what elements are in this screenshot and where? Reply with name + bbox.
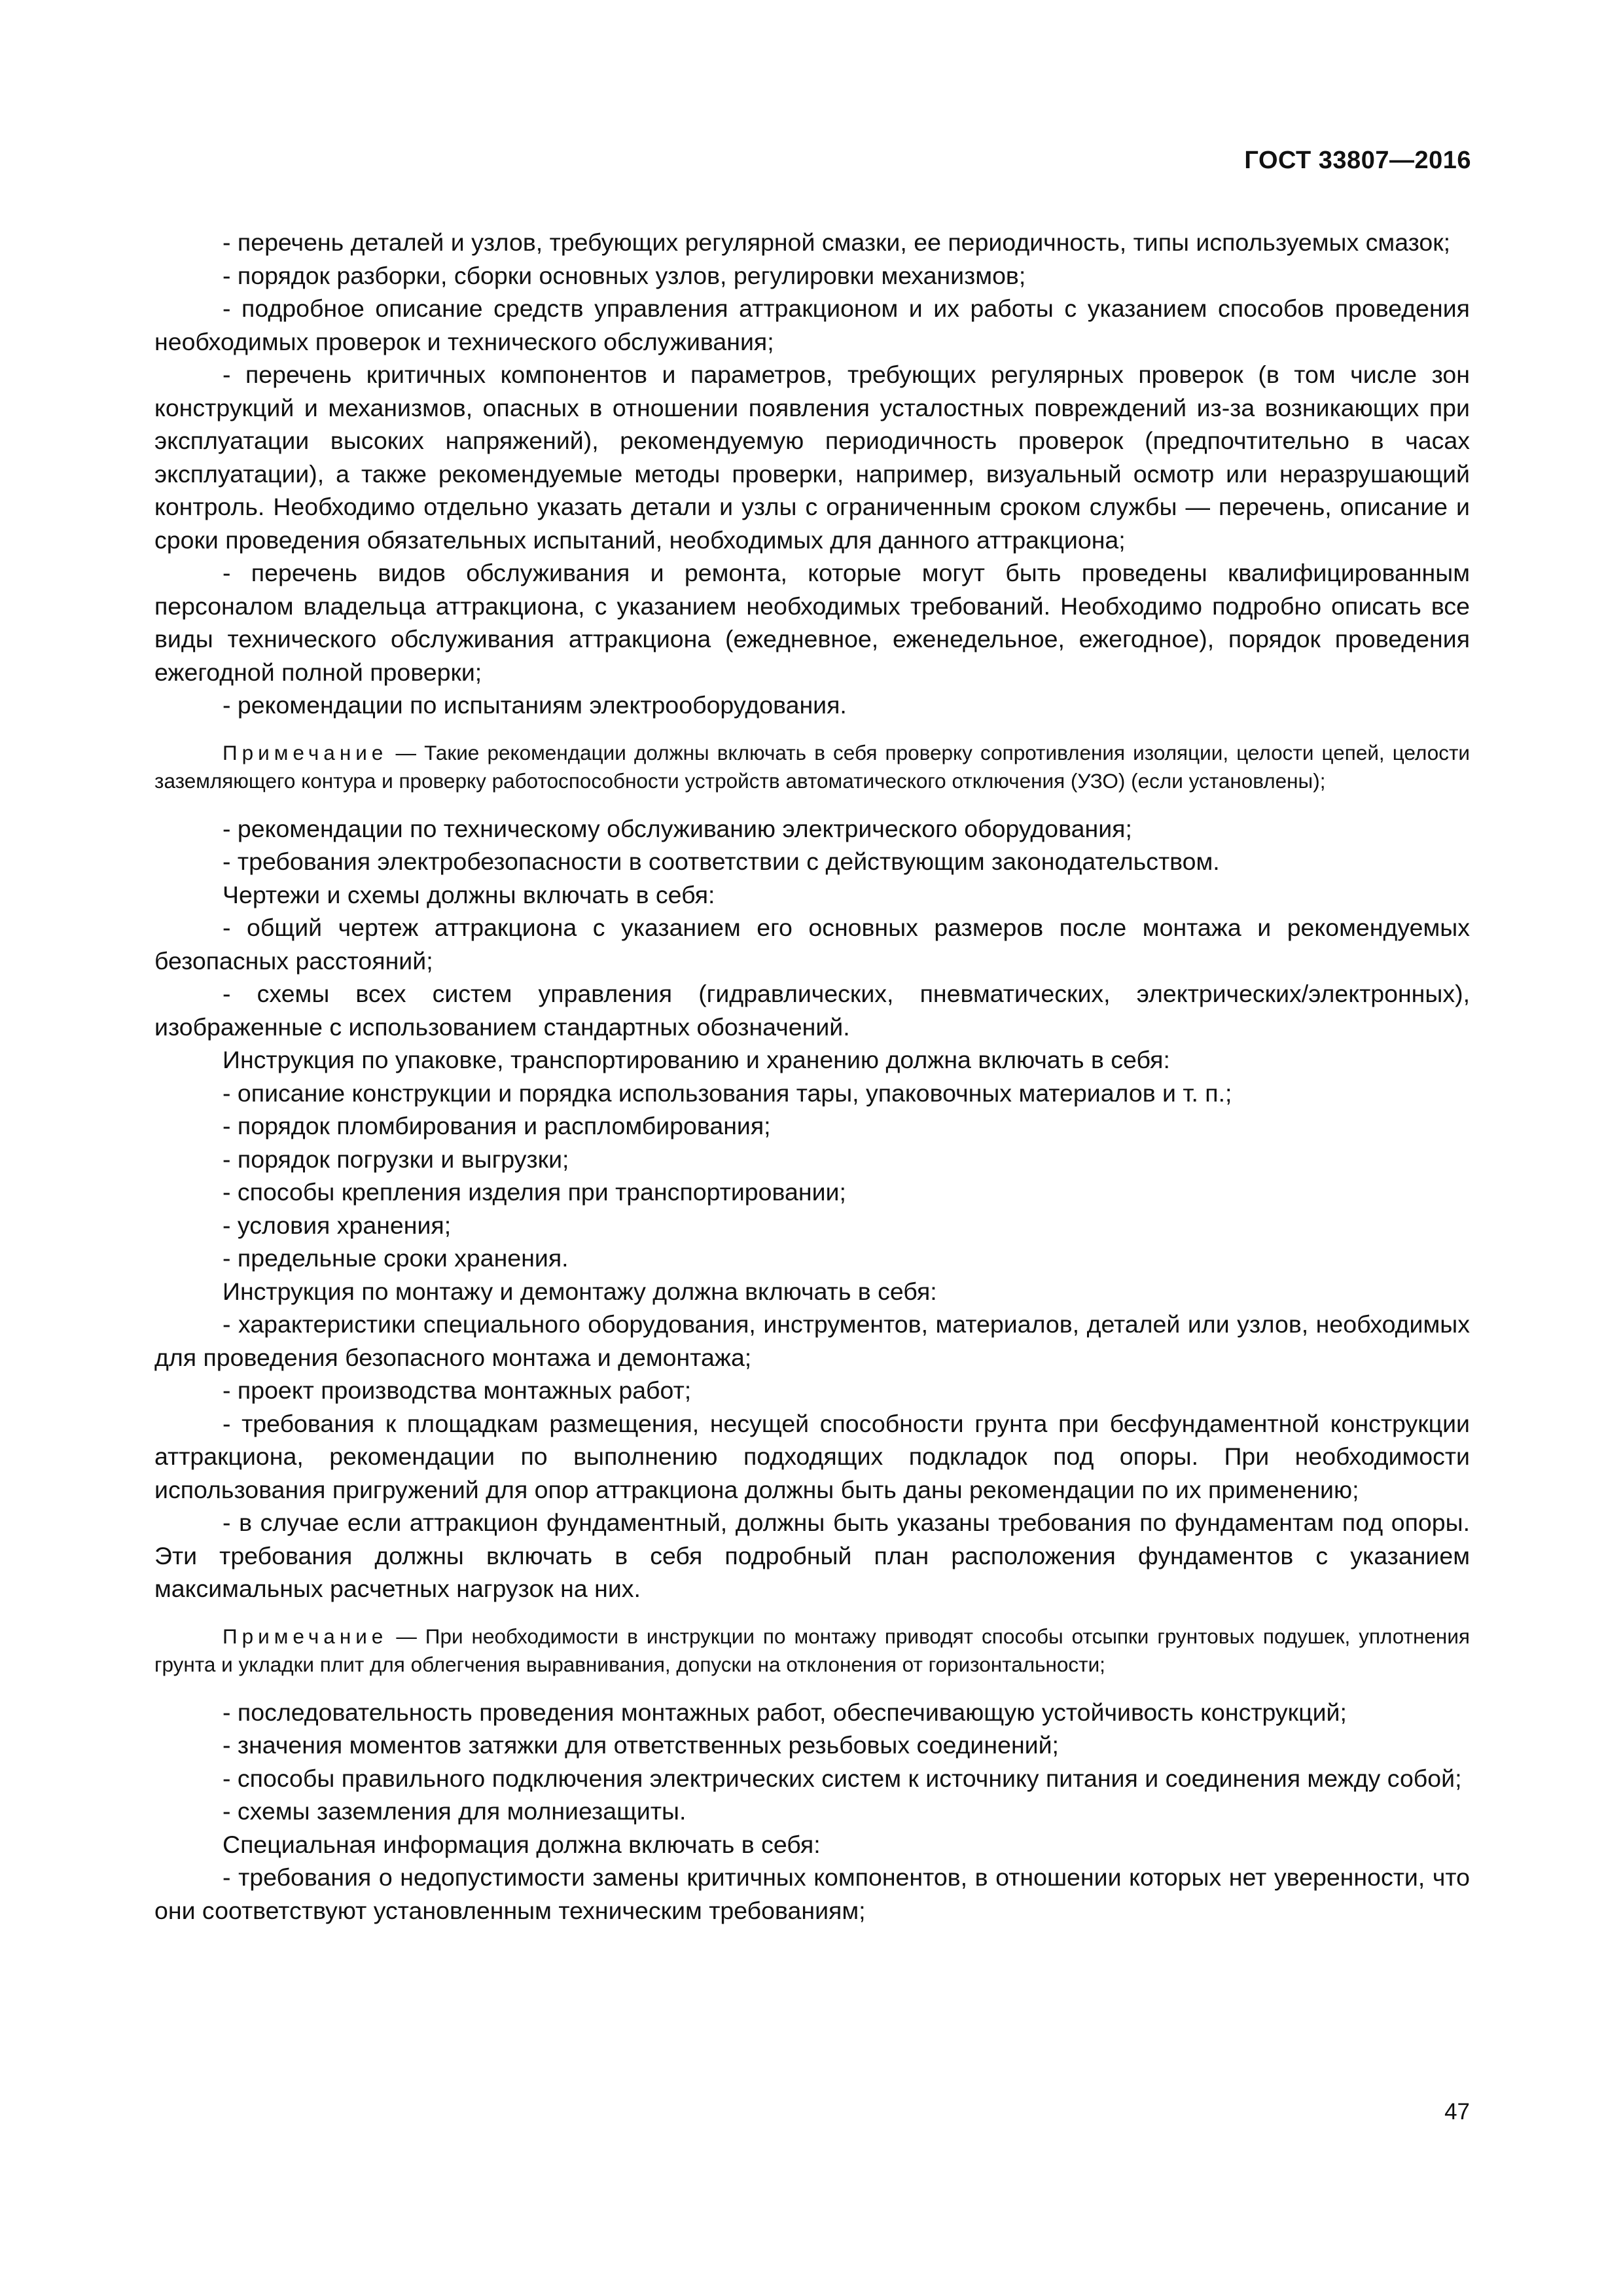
paragraph: - порядок пломбирования и распломбирования; [223,1112,771,1139]
document-body [154,226,1470,1927]
paragraph: - перечень видов обслуживания и ремонта, которые могут быть проведены квалифицированным персоналом владельца аттракциона, с указанием необходимых требований. Необходимо подробно описать все виды технического обслуживания аттракциона (ежедневное, еженедельное, ежегодное), порядок проведения ежегодной полной проверки; [154,559,1470,686]
paragraph: - способы крепления изделия при транспортировании; [223,1178,846,1206]
note-2 [154,1623,1470,1679]
paragraph: - предельные сроки хранения. [223,1244,569,1272]
paragraph: - требования электробезопасности в соответствии с действующим законодательством. [223,848,1220,875]
paragraph: - подробное описание средств управления аттракционом и их работы с указанием способов проведения необходимых проверок и технического обслуживания; [154,295,1470,355]
paragraph: - характеристики специального оборудования, инструментов, материалов, деталей или узлов, необходимых для проведения безопасного монтажа и демонтажа; [154,1310,1470,1371]
paragraph: - рекомендации по испытаниям электрооборудования. [223,691,847,719]
note-1 [154,739,1470,795]
paragraph: - требования к площадкам размещения, несущей способности грунта при бесфундаментной конструкции аттракциона, рекомендации по выполнению подходящих подкладок под опоры. При необходимости использования пригружений для опор аттракциона должны быть даны рекомендации по их применению; [154,1409,1470,1503]
paragraph: Чертежи и схемы должны включать в себя: [223,880,715,908]
paragraph: - в случае если аттракцион фундаментный, должны быть указаны требования по фундаментам под опоры. Эти требования должны включать в себя подробный план расположения фундаментов с указанием максимальных расчетных нагрузок на них. [154,1509,1470,1602]
paragraph: - значения моментов затяжки для ответственных резьбовых соединений; [223,1731,1059,1759]
note-label: Примечание [223,740,388,764]
paragraph: - порядок разборки, сборки основных узлов, регулировки механизмов; [223,261,1026,289]
paragraph: - порядок погрузки и выгрузки; [223,1145,569,1173]
note-text: — Такие рекомендации должны включать в себя проверку сопротивления изоляции, целости цепей, целости заземляющего контура и проверку работоспособности устройств автоматического отключения (УЗО) (если установлены); [154,740,1470,793]
paragraph: - последовательность проведения монтажных работ, обеспечивающую устойчивость конструкций; [223,1698,1347,1726]
paragraph: - перечень критичных компонентов и параметров, требующих регулярных проверок (в том числе зон конструкций и механизмов, опасных в отношении появления усталостных повреждений из-за возникающих при эксплуатации высоких напряжений), рекомендуемую периодичность проверок (предпочтительно в часах эксплуатации), а также рекомендуемые методы проверки, например, визуальный осмотр или неразрушающий контроль. Необходимо отдельно указать детали и узлы с ограниченным сроком службы — перечень, описание и сроки проведения обязательных испытаний, необходимых для данного аттракциона; [154,361,1470,554]
paragraph: - требования о недопустимости замены критичных компонентов, в отношении которых нет уверенности, что они соответствуют установленным техническим требованиям; [154,1863,1470,1924]
paragraph: Инструкция по упаковке, транспортированию и хранению должна включать в себя: [223,1046,1170,1073]
document-header: ГОСТ 33807—2016 [1244,147,1471,174]
paragraph: Инструкция по монтажу и демонтажу должна включать в себя: [223,1277,937,1305]
paragraph: - условия хранения; [223,1211,452,1239]
paragraph: - описание конструкции и порядка использования тары, упаковочных материалов и т. п.; [223,1079,1232,1107]
note-label: Примечание [223,1624,388,1648]
paragraph: - общий чертеж аттракциона с указанием его основных размеров после монтажа и рекомендуемых безопасных расстояний; [154,914,1470,975]
page-number: 47 [1444,2099,1470,2125]
paragraph: - схемы заземления для молниезащиты. [223,1797,687,1825]
paragraph: - проект производства монтажных работ; [223,1376,692,1404]
paragraph: - перечень деталей и узлов, требующих регулярной смазки, ее периодичность, типы используемых смазок; [223,228,1451,256]
note-text: — При необходимости в инструкции по монтажу приводят способы отсыпки грунтовых подушек, уплотнения грунта и укладки плит для облегчения выравнивания, допуски на отклонения от горизонтальности; [154,1624,1470,1676]
paragraph: - схемы всех систем управления (гидравлических, пневматических, электрических/электронных), изображенные с использованием стандартных обозначений. [154,980,1470,1041]
paragraph: - рекомендации по техническому обслуживанию электрического оборудования; [223,814,1132,842]
paragraph: Специальная информация должна включать в себя: [223,1830,821,1858]
paragraph: - способы правильного подключения электрических систем к источнику питания и соединения между собой; [223,1764,1462,1792]
